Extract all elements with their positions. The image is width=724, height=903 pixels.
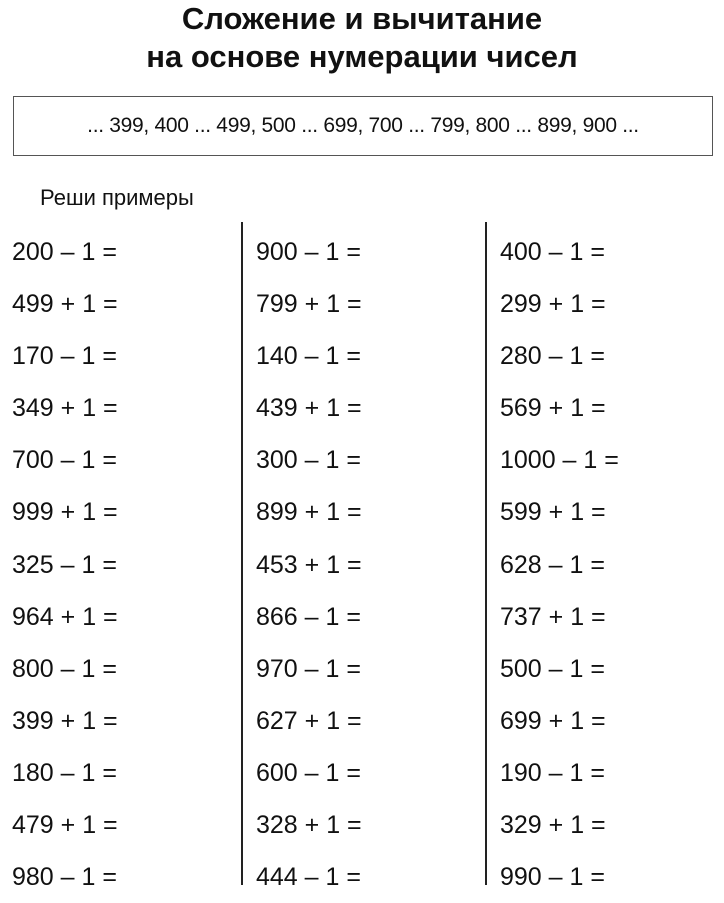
math-example: 627 + 1 =: [256, 706, 362, 735]
math-example: 479 + 1 =: [12, 811, 118, 840]
page-title-line-1: Сложение и вычитание: [181, 1, 543, 36]
examples-column-2: [256, 226, 486, 903]
math-example: 1000 – 1 =: [500, 446, 619, 475]
math-example: 444 – 1 =: [256, 863, 361, 892]
math-example: 280 – 1 =: [500, 342, 605, 371]
number-sequence-box: [13, 96, 713, 156]
math-example: 439 + 1 =: [256, 394, 362, 423]
math-example: 569 + 1 =: [500, 394, 606, 423]
math-example: 349 + 1 =: [12, 394, 118, 423]
column-divider: [241, 222, 243, 885]
math-example: 325 – 1 =: [12, 550, 117, 579]
math-example: 899 + 1 =: [256, 498, 362, 527]
math-example: 900 – 1 =: [256, 238, 361, 266]
math-example: 140 – 1 =: [256, 342, 361, 371]
instruction-text: Реши примеры: [40, 185, 194, 210]
math-example: 599 + 1 =: [500, 498, 606, 527]
math-example: 964 + 1 =: [12, 602, 118, 631]
math-example: 699 + 1 =: [500, 706, 606, 735]
math-example: 400 – 1 =: [500, 238, 605, 266]
math-example: 500 – 1 =: [500, 654, 605, 683]
math-example: 399 + 1 =: [12, 706, 118, 735]
math-example: 300 – 1 =: [256, 446, 361, 475]
math-example: 180 – 1 =: [12, 758, 117, 787]
math-example: 980 – 1 =: [12, 863, 117, 892]
number-sequence-text: ... 399, 400 ... 499, 500 ... 699, 700 ... 799, 800 ... 899, 900 ...: [87, 114, 639, 137]
math-example: 200 – 1 =: [12, 238, 117, 266]
column-divider: [485, 222, 487, 885]
math-example: 628 – 1 =: [500, 550, 605, 579]
math-example: 999 + 1 =: [12, 498, 118, 527]
math-example: 453 + 1 =: [256, 550, 362, 579]
page-title-line-2: на основе нумерации чисел: [146, 39, 578, 74]
math-example: 328 + 1 =: [256, 811, 362, 840]
examples-column-3: [500, 226, 724, 903]
math-example: 799 + 1 =: [256, 290, 362, 319]
math-example: 190 – 1 =: [500, 758, 605, 787]
math-example: 970 – 1 =: [256, 654, 361, 683]
math-example: 329 + 1 =: [500, 811, 606, 840]
math-example: 737 + 1 =: [500, 602, 606, 631]
math-example: 170 – 1 =: [12, 342, 117, 371]
math-example: 990 – 1 =: [500, 863, 605, 892]
math-example: 499 + 1 =: [12, 290, 118, 319]
examples-column-1: [12, 226, 242, 903]
math-example: 700 – 1 =: [12, 446, 117, 475]
math-example: 800 – 1 =: [12, 654, 117, 683]
math-example: 600 – 1 =: [256, 758, 361, 787]
math-example: 299 + 1 =: [500, 290, 606, 319]
math-example: 866 – 1 =: [256, 602, 361, 631]
